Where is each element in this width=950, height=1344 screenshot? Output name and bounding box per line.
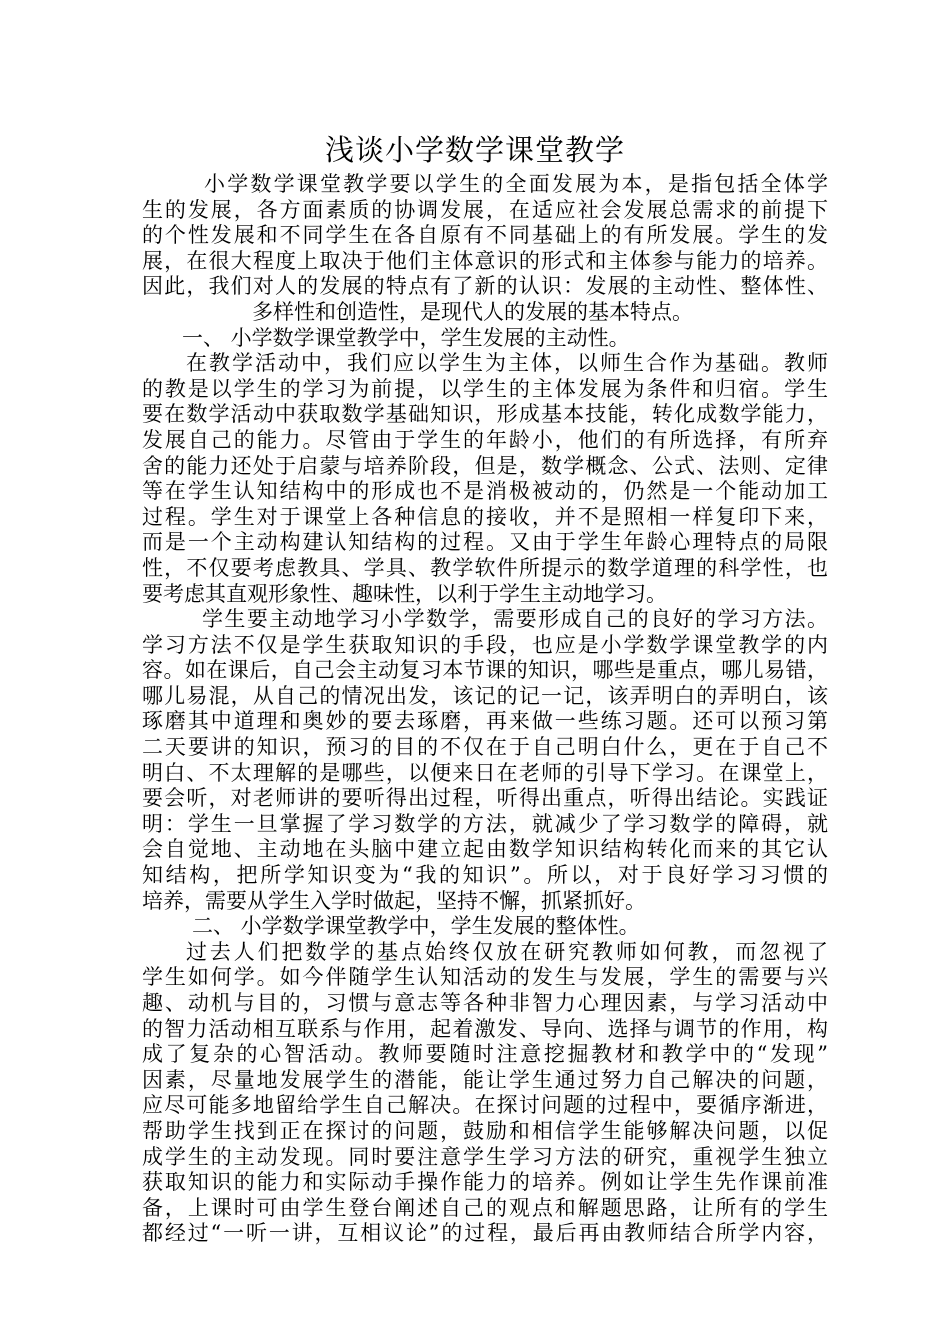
text-line: 要在数学活动中获取数学基础知识，形成基本技能，转化成数学能力， [142,402,828,427]
text-line: 因此，我们对人的发展的特点有了新的认识：发展的主动性、整体性、 [142,274,828,299]
text-line: 哪儿易混，从自己的情况出发，该记的记一记，该弄明白的弄明白，该 [142,683,828,708]
text-line: 都经过“一听一讲，互相议论”的过程，最后再由教师结合所学内容， [142,1221,828,1246]
text-line: 的个性发展和不同学生在各自原有不同基础上的有所发展。学生的发 [142,223,828,248]
text-line: 学生如何学。如今伴随学生认知活动的发生与发展，学生的需要与兴 [142,965,828,990]
text-line: 学习方法不仅是学生获取知识的手段，也应是小学数学课堂教学的内 [142,632,828,657]
document-title: 浅谈小学数学课堂教学 [324,133,625,167]
text-line: 二、 小学数学课堂教学中，学生发展的整体性。 [192,914,640,939]
text-line: 要会听，对老师讲的要听得出过程，听得出重点，听得出结论。实践证 [142,786,828,811]
text-line: 等在学生认知结构中的形成也不是消极被动的，仍然是一个能动加工 [142,479,828,504]
text-line: 生的发展，各方面素质的协调发展，在适应社会发展总需求的前提下 [142,197,828,222]
text-line: 成学生的主动发现。同时要注意学生学习方法的研究，重视学生独立 [142,1144,828,1169]
text-line: 展，在很大程度上取决于他们主体意识的形式和主体参与能力的培养。 [142,248,828,273]
text-line: 的教是以学生的学习为前提，以学生的主体发展为条件和归宿。学生 [142,376,828,401]
text-line: 明白、不太理解的是哪些，以便来日在老师的引导下学习。在课堂上， [142,760,828,785]
document-body [142,172,828,1247]
text-line: 的智力活动相互联系与作用，起着激发、导向、选择与调节的作用，构 [142,1016,828,1041]
text-line: 帮助学生找到正在探讨的问题，鼓励和相信学生能够解决问题，以促 [142,1118,828,1143]
text-line: 获取知识的能力和实际动手操作能力的培养。例如让学生先作课前准 [142,1170,828,1195]
text-line: 要考虑其直观形象性、趣味性，以利于学生主动地学习。 [142,581,667,606]
text-line: 在教学活动中，我们应以学生为主体，以师生合作为基础。教师 [186,351,828,376]
text-line: 一、 小学数学课堂教学中，学生发展的主动性。 [182,325,630,350]
text-line: 备，上课时可由学生登台阐述自己的观点和解题思路，让所有的学生 [142,1195,828,1220]
text-line: 性，不仅要考虑教具、学具、教学软件所提示的数学道理的科学性，也 [142,555,828,580]
text-line: 发展自己的能力。尽管由于学生的年龄小，他们的有所选择，有所弃 [142,427,828,452]
text-line: 二天要讲的知识，预习的目的不仅在于自己明白什么，更在于自己不 [142,735,828,760]
text-line: 知结构，把所学知识变为“我的知识”。所以，对于良好学习习惯的 [142,863,828,888]
text-line: 学生要主动地学习小学数学，需要形成自己的良好的学习方法。 [202,607,828,632]
text-line: 多样性和创造性，是现代人的发展的基本特点。 [252,299,693,324]
text-line: 应尽可能多地留给学生自己解决。在探讨问题的过程中，要循序渐进， [142,1093,828,1118]
text-line: 小学数学课堂教学要以学生的全面发展为本，是指包括全体学 [204,172,828,196]
text-line: 趣、动机与目的，习惯与意志等各种非智力心理因素，与学习活动中 [142,991,828,1015]
text-line: 会自觉地、主动地在头脑中建立起由数学知识结构转化而来的其它认 [142,837,828,862]
text-line: 过去人们把数学的基点始终仅放在研究教师如何教，而忽视了 [186,939,828,964]
text-line: 容。如在课后，自己会主动复习本节课的知识，哪些是重点，哪儿易错， [142,658,828,683]
text-line: 而是一个主动构建认知结构的过程。又由于学生年龄心理特点的局限 [142,530,828,555]
text-line: 成了复杂的心智活动。教师要随时注意挖掘教材和教学中的“发现” [142,1042,828,1067]
text-line: 因素，尽量地发展学生的潜能，能让学生通过努力自己解决的问题， [142,1067,828,1092]
text-line: 琢磨其中道理和奥妙的要去琢磨，再来做一些练习题。还可以预习第 [142,709,828,734]
text-line: 培养，需要从学生入学时做起，坚持不懈，抓紧抓好。 [142,888,646,913]
text-line: 舍的能力还处于启蒙与培养阶段，但是，数学概念、公式、法则、定律 [142,453,828,478]
text-line: 过程。学生对于课堂上各种信息的接收，并不是照相一样复印下来， [142,504,828,529]
text-line: 明：学生一旦掌握了学习数学的方法，就减少了学习数学的障碍，就 [142,811,828,836]
